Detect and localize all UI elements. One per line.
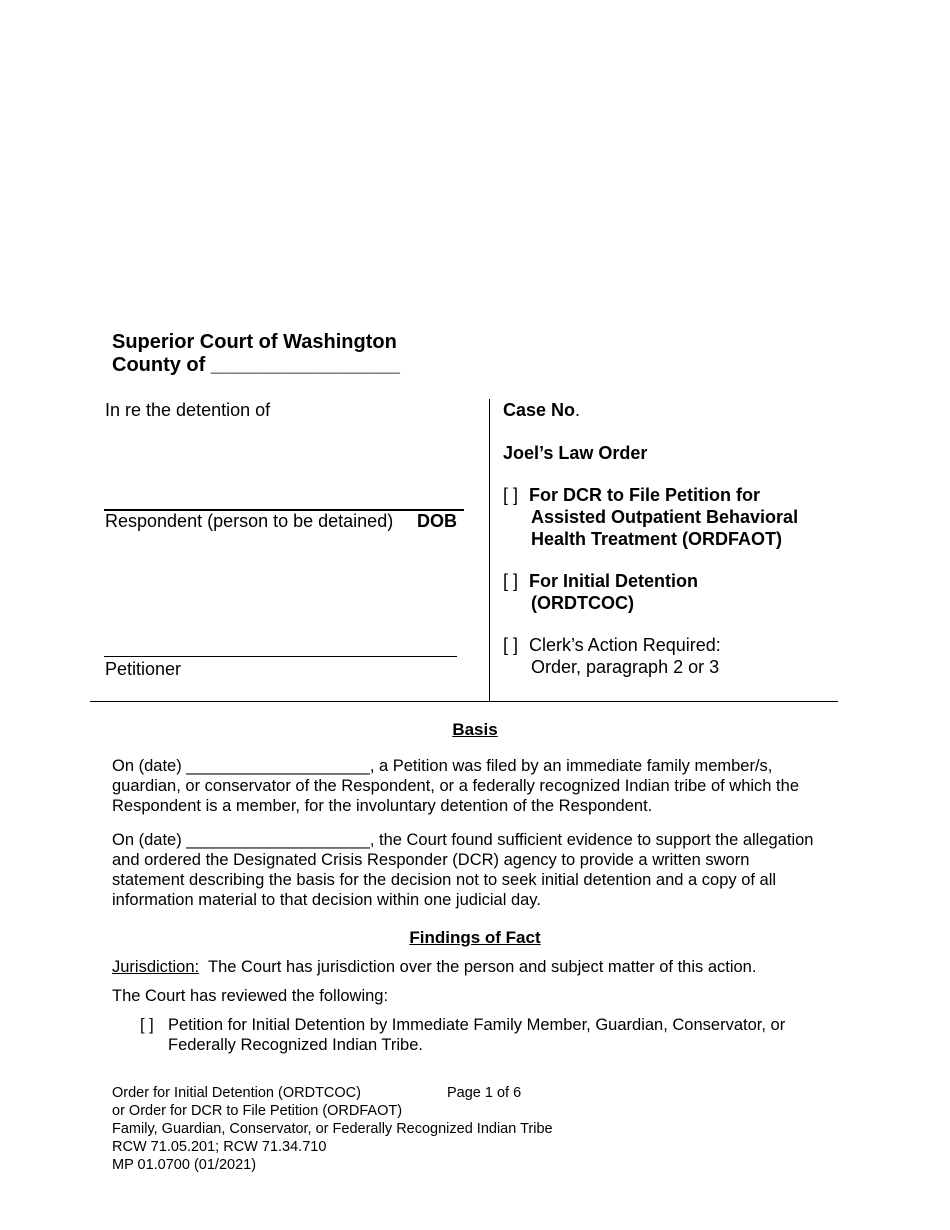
findings-heading: Findings of Fact <box>409 928 541 947</box>
basis-p1-line1: On (date) ____________________, a Petition was filed by an immediate family member/s, <box>112 757 773 775</box>
jurisdiction-label: Jurisdiction: <box>112 958 200 976</box>
review-item-line1: Petition for Initial Detention by Immediate Family Member, Guardian, Conservator, or <box>168 1016 786 1034</box>
basis-p1-line2: guardian, or conservator of the Respondent, or a federally recognized Indian tribe of which the <box>112 777 799 795</box>
in-re-label: In re the detention of <box>105 400 271 420</box>
basis-p2-line2: and ordered the Designated Crisis Responder (DCR) agency to provide a written sworn <box>112 851 750 869</box>
caption-divider-vertical <box>489 399 490 701</box>
jurisdiction-paragraph <box>112 957 842 977</box>
footer-rcw: RCW 71.05.201; RCW 71.34.710 <box>112 1139 327 1155</box>
county-line: County of _________________ <box>112 354 400 376</box>
option-ordtcoc <box>503 570 698 614</box>
basis-paragraph-2 <box>112 830 842 910</box>
court-header <box>112 331 400 377</box>
option-ordtcoc-line2: (ORDTCOC) <box>531 593 634 613</box>
option-ordfaot-line2: Assisted Outpatient Behavioral <box>531 507 799 527</box>
checkbox-ordfaot[interactable]: [ ] <box>503 485 519 505</box>
dob-label: DOB <box>417 511 457 531</box>
basis-p2-line4: information material to that decision within one judicial day. <box>112 891 541 909</box>
case-no-period: . <box>575 400 581 420</box>
page-number: Page 1 of 6 <box>447 1085 522 1101</box>
checkbox-ordtcoc[interactable]: [ ] <box>503 571 519 591</box>
caption-divider-horizontal <box>90 701 838 702</box>
option-ordtcoc-line1: For Initial Detention <box>529 571 698 591</box>
option-clerk-action <box>503 634 721 678</box>
option-clerk-line2: Order, paragraph 2 or 3 <box>531 657 720 677</box>
footer-form-name: Order for Initial Detention (ORDTCOC) <box>112 1085 361 1101</box>
footer-form-number: MP 01.0700 (01/2021) <box>112 1157 257 1173</box>
respondent-label: Respondent (person to be detained) <box>105 511 394 531</box>
footer-line3: Family, Guardian, Conservator, or Federally Recognized Indian Tribe <box>112 1121 553 1137</box>
reviewed-text: The Court has reviewed the following: <box>112 987 389 1005</box>
basis-p2-line3: statement describing the basis for the decision not to seek initial detention and a copy of all <box>112 871 777 889</box>
checkbox-clerk-action[interactable]: [ ] <box>503 635 519 655</box>
case-no-label: Case No <box>503 400 576 420</box>
basis-paragraph-1 <box>112 756 842 816</box>
page-footer <box>112 1084 553 1174</box>
petitioner-name-line <box>104 656 457 657</box>
jurisdiction-text: The Court has jurisdiction over the person and subject matter of this action. <box>199 958 757 976</box>
order-title: Joel’s Law Order <box>503 443 648 463</box>
checkbox-petition[interactable]: [ ] <box>140 1016 154 1034</box>
option-clerk-line1: Clerk’s Action Required: <box>529 635 721 655</box>
basis-p2-line1: On (date) ____________________, the Court found sufficient evidence to support the allegation <box>112 831 814 849</box>
court-name: Superior Court of Washington <box>112 331 397 353</box>
option-ordfaot-line3: Health Treatment (ORDFAOT) <box>531 529 783 549</box>
basis-p1-line3: Respondent is a member, for the involuntary detention of the Respondent. <box>112 797 653 815</box>
petitioner-label: Petitioner <box>105 659 182 679</box>
option-ordfaot-line1: For DCR to File Petition for <box>529 485 760 505</box>
review-item-line2: Federally Recognized Indian Tribe. <box>168 1036 423 1054</box>
footer-line2: or Order for DCR to File Petition (ORDFAOT) <box>112 1103 403 1119</box>
basis-heading: Basis <box>452 720 498 739</box>
option-ordfaot <box>503 484 798 550</box>
review-item-petition <box>140 1015 840 1055</box>
case-number <box>503 399 580 421</box>
